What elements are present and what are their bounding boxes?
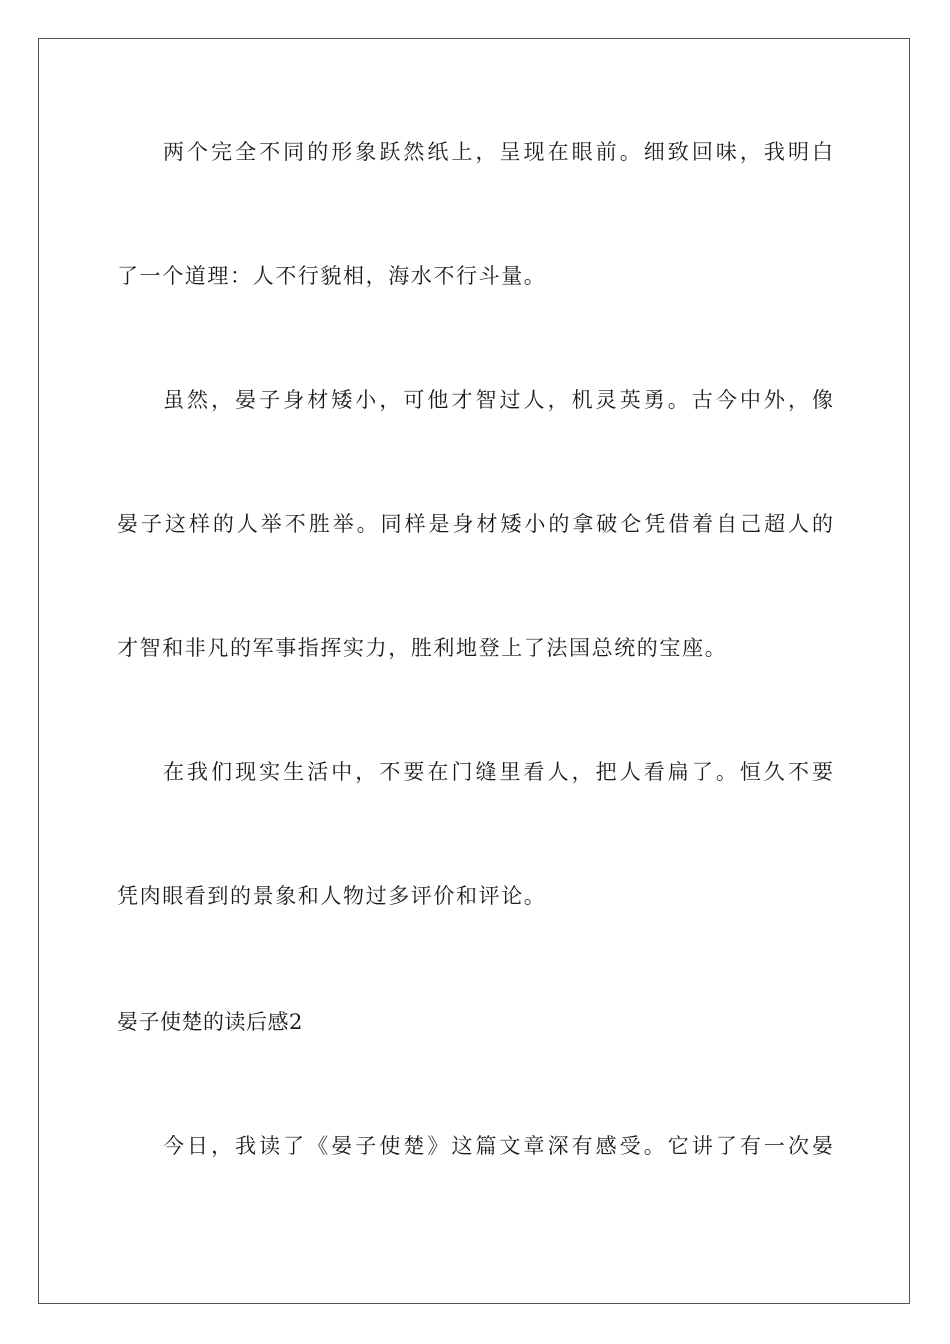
section-heading: 晏子使楚的读后感2 — [117, 1010, 303, 1034]
paragraph-line-1: 两个完全不同的形象跃然纸上，呈现在眼前。细致回味，我明白 — [163, 140, 833, 164]
paragraph-line-4: 晏子这样的人举不胜举。同样是身材矮小的拿破仑凭借着自己超人的 — [117, 512, 833, 536]
paragraph-line-5: 才智和非凡的军事指挥实力，胜利地登上了法国总统的宝座。 — [117, 636, 728, 660]
paragraph-line-6: 在我们现实生活中，不要在门缝里看人，把人看扁了。恒久不要 — [163, 760, 833, 784]
paragraph-line-8: 今日，我读了《晏子使楚》这篇文章深有感受。它讲了有一次晏 — [163, 1134, 833, 1158]
paragraph-line-7: 凭肉眼看到的景象和人物过多评价和评论。 — [117, 884, 547, 908]
page-border — [38, 38, 910, 1304]
paragraph-line-3: 虽然，晏子身材矮小，可他才智过人，机灵英勇。古今中外，像 — [163, 388, 833, 412]
paragraph-line-2: 了一个道理：人不行貌相，海水不行斗量。 — [117, 264, 547, 288]
